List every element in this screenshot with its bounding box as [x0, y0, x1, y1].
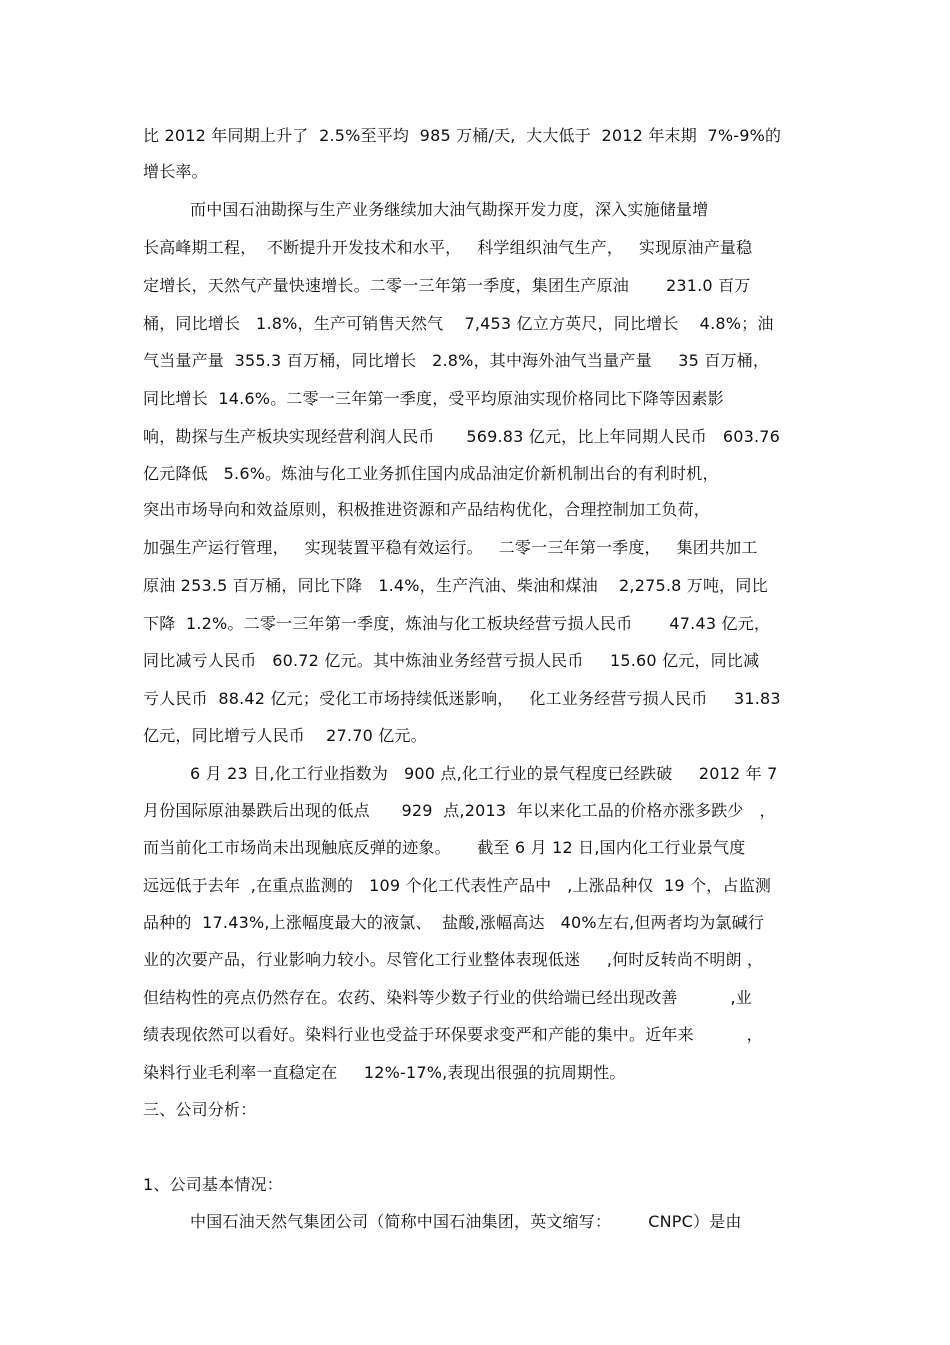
paragraph-line-15: 同比减亏人民币 60.72 亿元。其中炼油业务经营亏损人民币 15.60 亿元，同比减	[143, 651, 760, 670]
paragraph-line-17: 亿元，同比增亏人民币 27.70 亿元。	[143, 726, 427, 745]
paragraph-line-8: 同比增长 14.6%。二零一三年第一季度，受平均原油实现价格同比下降等因素影	[143, 389, 724, 408]
paragraph-line-11: 突出市场导向和效益原则，积极推进资源和产品结构优化，合理控制加工负荷，	[143, 500, 711, 519]
paragraph-line-26: 染料行业毛利率一直稳定在 12%-17%,表现出很强的抗周期性。	[143, 1063, 626, 1082]
paragraph-line-9: 响，勘探与生产板块实现经营利润人民币 569.83 亿元，比上年同期人民币 603.76	[143, 427, 781, 446]
paragraph-line-7: 气当量产量 355.3 百万桶，同比增长 2.8%，其中海外油气当量产量 35 百万桶，	[143, 351, 770, 370]
paragraph-line-20: 而当前化工市场尚未出现触底反弹的迹象。 截至 6 月 12 日,国内化工行业景气度	[143, 838, 746, 857]
paragraph-line-24: 但结构性的亮点仍然存在。农药、染料等少数子行业的供给端已经出现改善 ,业	[143, 988, 752, 1007]
paragraph-line-14: 下降 1.2%。二零一三年第一季度，炼油与化工板块经营亏损人民币 47.43 亿元，	[143, 614, 771, 633]
paragraph-line-16: 亏人民币 88.42 亿元；受化工市场持续低迷影响， 化工业务经营亏损人民币 31.83	[143, 689, 781, 708]
paragraph-line-6: 桶，同比增长 1.8%，生产可销售天然气 7,453 亿立方英尺，同比增长 4.8%；油	[143, 314, 774, 333]
paragraph-line-22: 品种的 17.43%,上涨幅度最大的液氯、 盐酸,涨幅高达 40%左右,但两者均为氯碱行	[143, 913, 765, 932]
paragraph-line-12: 加强生产运行管理， 实现装置平稳有效运行。 二零一三年第一季度， 集团共加工	[143, 538, 758, 557]
paragraph-line-23: 业的次要产品，行业影响力较小。尽管化工行业整体表现低迷 ,何时反转尚不明朗 ，	[143, 950, 764, 969]
subsection-heading: 1、公司基本情况：	[143, 1175, 283, 1194]
paragraph-line-5: 定增长，天然气产量快速增长。二零一三年第一季度，集团生产原油 231.0 百万	[143, 276, 751, 295]
paragraph-line-3: 而中国石油勘探与生产业务继续加大油气勘探开发力度，深入实施储量增	[190, 200, 709, 219]
paragraph-line-25: 绩表现依然可以看好。染料行业也受益于环保要求变严和产能的集中。近年来 ，	[143, 1025, 763, 1044]
paragraph-line-19: 月份国际原油暴跌后出现的低点 929 点,2013 年以来化工品的价格亦涨多跌少 ，	[143, 801, 776, 820]
paragraph-line-1: 比 2012 年同期上升了 2.5%至平均 985 万桶/天, 大大低于 2012 年末期 7%-9%的	[143, 126, 782, 145]
paragraph-line-29: 中国石油天然气集团公司（简称中国石油集团，英文缩写： CNPC）是由	[190, 1212, 742, 1231]
paragraph-line-21: 远远低于去年 ,在重点监测的 109 个化工代表性产品中 ,上涨品种仅 19 个，占监测	[143, 876, 772, 895]
paragraph-line-10: 亿元降低 5.6%。炼油与化工业务抓住国内成品油定价新机制出台的有利时机，	[143, 464, 719, 483]
paragraph-line-2: 增长率。	[143, 162, 208, 181]
paragraph-line-13: 原油 253.5 百万桶，同比下降 1.4%，生产汽油、柴油和煤油 2,275.8 万吨，同比	[143, 576, 768, 595]
paragraph-line-4: 长高峰期工程， 不断提升开发技术和水平， 科学组织油气生产， 实现原油产量稳	[143, 238, 753, 257]
section-heading: 三、公司分析：	[143, 1100, 257, 1119]
paragraph-line-18: 6 月 23 日,化工行业指数为 900 点,化工行业的景气程度已经跌破 2012 年 7	[190, 764, 778, 783]
